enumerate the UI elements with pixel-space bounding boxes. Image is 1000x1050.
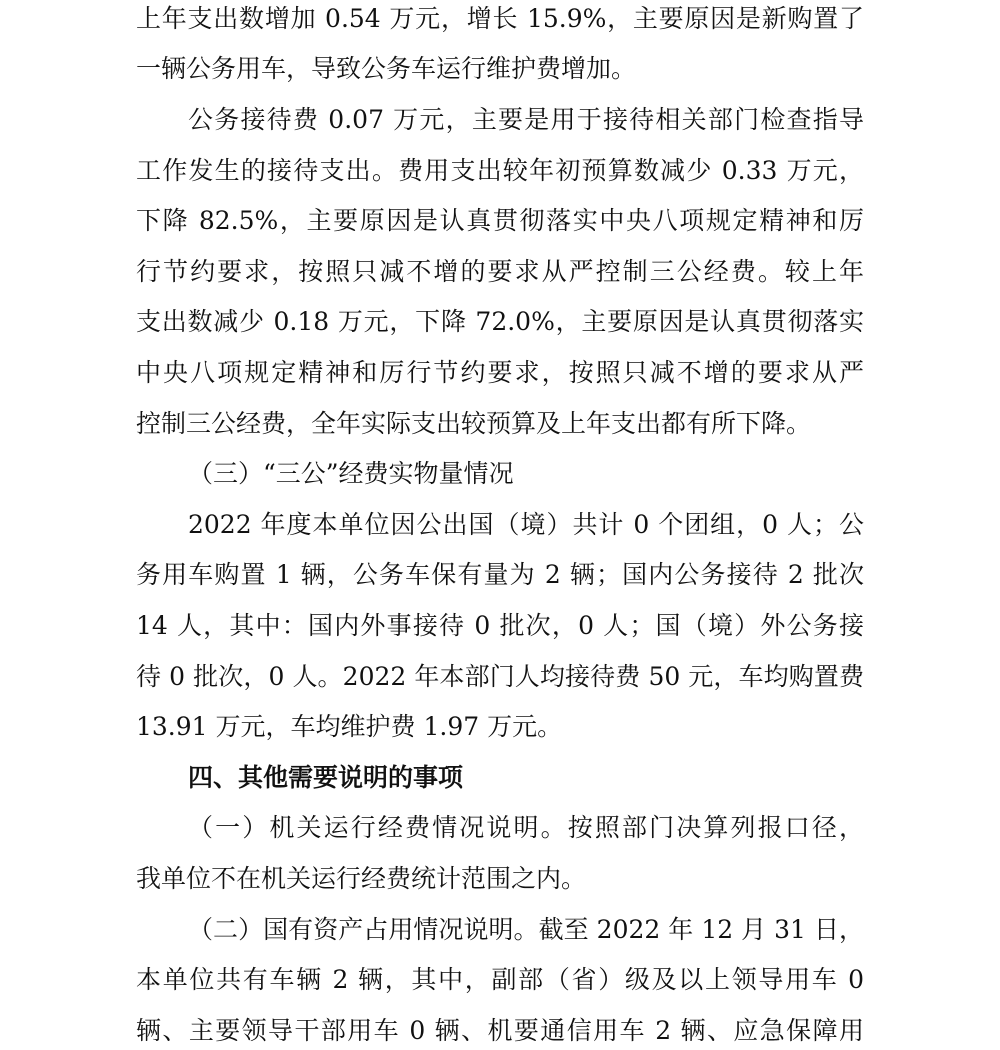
paragraph-line: 待 0 批次，0 人。2022 年本部门人均接待费 50 元，车均购置费 bbox=[136, 662, 864, 691]
paragraph-line: 中央八项规定精神和厉行节约要求，按照只减不增的要求从严 bbox=[136, 358, 864, 387]
section-heading: 四、其他需要说明的事项 bbox=[188, 763, 464, 792]
paragraph-line: （一）机关运行经费情况说明。按照部门决算列报口径， bbox=[188, 813, 864, 842]
paragraph-line: 13.91 万元，车均维护费 1.97 万元。 bbox=[136, 712, 563, 741]
paragraph-line: 控制三公经费，全年实际支出较预算及上年支出都有所下降。 bbox=[136, 409, 812, 438]
paragraph-line: 辆、主要领导干部用车 0 辆、机要通信用车 2 辆、应急保障用 bbox=[136, 1016, 864, 1045]
paragraph-line: 行节约要求，按照只减不增的要求从严控制三公经费。较上年 bbox=[136, 257, 864, 286]
paragraph-line: 2022 年度本单位因公出国（境）共计 0 个团组，0 人；公 bbox=[188, 510, 864, 539]
paragraph-line: 工作发生的接待支出。费用支出较年初预算数减少 0.33 万元， bbox=[136, 156, 864, 185]
paragraph-line: （二）国有资产占用情况说明。截至 2022 年 12 月 31 日， bbox=[188, 915, 864, 944]
section-subheading: （三）“三公”经费实物量情况 bbox=[188, 459, 514, 488]
paragraph-line: 公务接待费 0.07 万元，主要是用于接待相关部门检查指导 bbox=[188, 105, 864, 134]
paragraph-line: 务用车购置 1 辆，公务车保有量为 2 辆；国内公务接待 2 批次 bbox=[136, 560, 864, 589]
paragraph-line: 支出数减少 0.18 万元，下降 72.0%，主要原因是认真贯彻落实 bbox=[136, 307, 864, 336]
paragraph-line: 14 人，其中：国内外事接待 0 批次，0 人；国（境）外公务接 bbox=[136, 611, 864, 640]
paragraph-line: 我单位不在机关运行经费统计范围之内。 bbox=[136, 864, 587, 893]
paragraph-line: 上年支出数增加 0.54 万元，增长 15.9%，主要原因是新购置了 bbox=[136, 4, 864, 33]
paragraph-line: 本单位共有车辆 2 辆，其中，副部（省）级及以上领导用车 0 bbox=[136, 965, 864, 994]
paragraph-line: 一辆公务用车，导致公务车运行维护费增加。 bbox=[136, 54, 637, 83]
paragraph-line: 下降 82.5%，主要原因是认真贯彻落实中央八项规定精神和厉 bbox=[136, 206, 864, 235]
